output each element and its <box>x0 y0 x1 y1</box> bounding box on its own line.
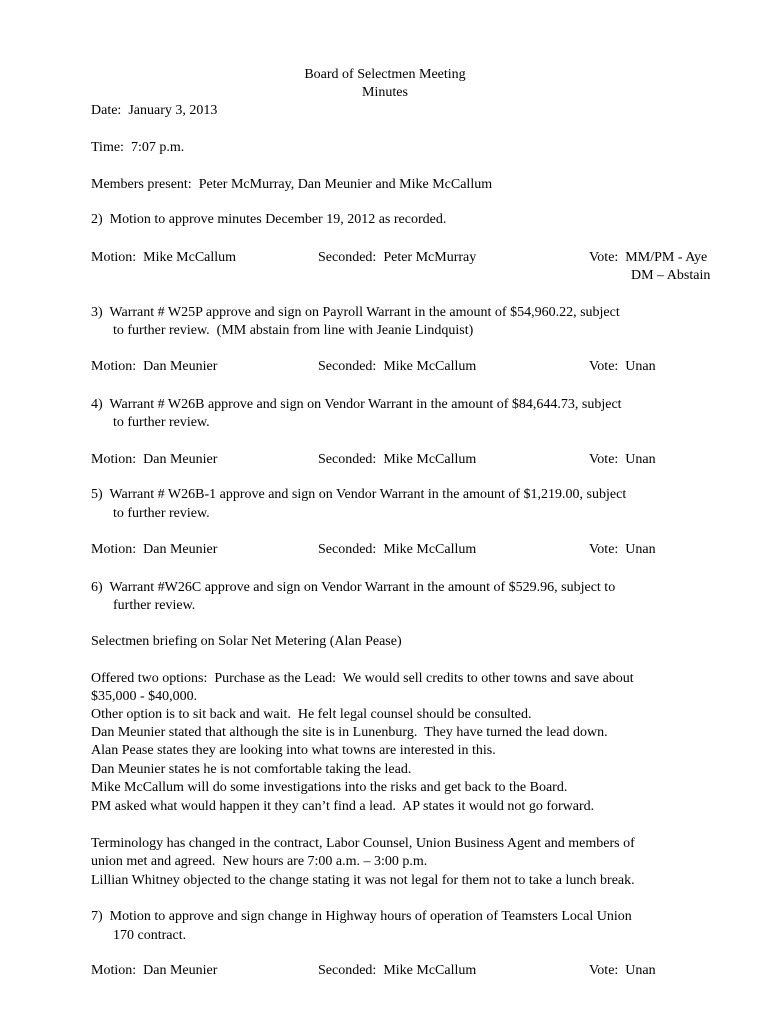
item-3-motion: Motion: Dan Meunier <box>91 359 218 374</box>
item-2-motion: Motion: Mike McCallum <box>91 250 237 265</box>
briefing-line: Offered two options: Purchase as the Lead: We would sell credits to other towns and save about <box>91 671 634 686</box>
item-5-seconded: Seconded: Mike McCallum <box>318 542 477 557</box>
meeting-time: Time: 7:07 p.m. <box>91 140 185 155</box>
briefing-line: Alan Pease states they are looking into what towns are interested in this. <box>91 743 496 758</box>
item-3-seconded: Seconded: Mike McCallum <box>318 359 477 374</box>
briefing-line: PM asked what would happen it they can’t find a lead. AP states it would not go forward. <box>91 799 595 814</box>
item-3-text-line-2: to further review. (MM abstain from line with Jeanie Lindquist) <box>113 323 474 338</box>
item-5-text-line-1: 5) Warrant # W26B-1 approve and sign on Vendor Warrant in the amount of $1,219.00, subject <box>91 487 627 502</box>
item-2-text: 2) Motion to approve minutes December 19, 2012 as recorded. <box>91 212 447 227</box>
members-present: Members present: Peter McMurray, Dan Meunier and Mike McCallum <box>91 177 493 192</box>
item-4-text-line-2: to further review. <box>113 415 210 430</box>
terminology-line: Lillian Whitney objected to the change stating it was not legal for them not to take a lunch break. <box>91 873 635 888</box>
briefing-line: $35,000 - $40,000. <box>91 689 198 704</box>
item-2-seconded: Seconded: Peter McMurray <box>318 250 477 265</box>
briefing-line: Mike McCallum will do some investigations into the risks and get back to the Board. <box>91 780 568 795</box>
item-6-text-line-1: 6) Warrant #W26C approve and sign on Vendor Warrant in the amount of $529.96, subject to <box>91 580 616 595</box>
document-subtitle: Minutes <box>362 85 408 100</box>
item-7-motion: Motion: Dan Meunier <box>91 963 218 978</box>
item-7-text-line-2: 170 contract. <box>113 928 187 943</box>
briefing-line: Dan Meunier states he is not comfortable taking the lead. <box>91 762 412 777</box>
terminology-line: Terminology has changed in the contract, Labor Counsel, Union Business Agent and members of <box>91 836 635 851</box>
item-6-text-line-2: further review. <box>113 598 196 613</box>
item-2-vote-abstain: DM – Abstain <box>631 268 711 283</box>
meeting-date: Date: January 3, 2013 <box>91 103 218 118</box>
item-4-text-line-1: 4) Warrant # W26B approve and sign on Vendor Warrant in the amount of $84,644.73, subject <box>91 397 622 412</box>
item-4-vote: Vote: Unan <box>589 452 656 467</box>
briefing-line: Other option is to sit back and wait. He felt legal counsel should be consulted. <box>91 707 532 722</box>
terminology-line: union met and agreed. New hours are 7:00 a.m. – 3:00 p.m. <box>91 854 428 869</box>
item-4-seconded: Seconded: Mike McCallum <box>318 452 477 467</box>
item-5-vote: Vote: Unan <box>589 542 656 557</box>
item-7-seconded: Seconded: Mike McCallum <box>318 963 477 978</box>
briefing-line: Dan Meunier stated that although the site is in Lunenburg. They have turned the lead down. <box>91 725 608 740</box>
document-title: Board of Selectmen Meeting <box>304 67 466 82</box>
item-7-vote: Vote: Unan <box>589 963 656 978</box>
item-5-text-line-2: to further review. <box>113 506 210 521</box>
briefing-heading: Selectmen briefing on Solar Net Metering (Alan Pease) <box>91 634 402 649</box>
item-4-motion: Motion: Dan Meunier <box>91 452 218 467</box>
item-5-motion: Motion: Dan Meunier <box>91 542 218 557</box>
item-3-vote: Vote: Unan <box>589 359 656 374</box>
item-7-text-line-1: 7) Motion to approve and sign change in Highway hours of operation of Teamsters Local Union <box>91 909 632 924</box>
item-3-text-line-1: 3) Warrant # W25P approve and sign on Payroll Warrant in the amount of $54,960.22, subject <box>91 305 620 320</box>
item-2-vote: Vote: MM/PM - Aye <box>589 250 708 265</box>
